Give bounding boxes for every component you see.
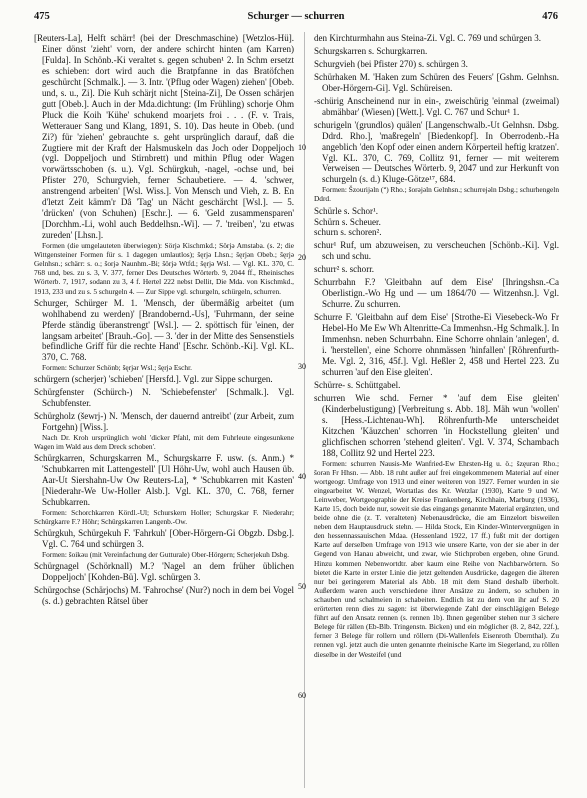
dictionary-entry: Schurgvieh (bei Pfister 270) s. schürgen 3. [314,58,468,69]
dictionary-entry: Schurgskarren s. Schurgkarren. [314,45,428,56]
line-number: 60 [298,691,306,700]
running-headword: Schurger — schurren [247,11,345,22]
dictionary-entry: schurren Wie schd. Ferner * 'auf dem Eise gleiten' (Kinderbelustigung) [Verbreitung s. Abb. 18]. Mäh wun 'wollen' s. [Hess.-Lichtenau-Wh]. Röhrenfurth-Me unterscheidet Kitzchen 'Käuzchen' schorren 'in Hockstellung gleiten' und glichfischen schorren 'stehend gleiten'. Vgl. V. 374, Schambach 188, Collitz 92 und Hertel 223. [314,392,559,458]
dictionary-entry: Schürle s. Schor¹. [314,205,379,216]
dictionary-entry: Schurre F. 'Gleitbahn auf dem Eise' [Strothe-Ei Viesebeck-Wo Fr Hebel-Ho Me Ew Wh Altenritte-Ca Immenhsn.-Hg Schmalk.]. In Immenhsn. neben Schurrbahn. Eine Schorre ohnlain 'anlegen', d. i. 'herstellen', eine Schorre ohnmässen 'hinfallen' [Röhrenfurth-Me. Vgl. 2, 316, 45f.]. Vgl. Heßler 2, 458 und Hertel 223. Zu schurren 'auf den Eise gleiten'. [314,312,560,377]
dictionary-entry: den Kirchturmhahn aus Steina-Zi. Vgl. C. 769 und schürgen 3. [314,33,542,43]
line-number: 50 [298,582,306,591]
dictionary-entry: Schürgkarren, Schurgskarren M., Schurgskarre F. usw. (s. Anm.) * 'Schubkarren mit Lattengestell' [Ul Höhr-Uw, wohl auch Hausen üb. Aar-Ut Siershahn-Uw Ow Reuters-La], * 'Schubkarren mit Kasten' [Niederahr-We Uw-Holler Alsb.]. Vgl. KL. 370, C. 768, ferner Schubkarren. [34,453,294,508]
dictionary-entry: Schürgfenster (Schürch-) N. 'Schiebefenster' [Schmalk.]. Vgl. Schubfenster. [34,387,294,409]
forms-note: Formen: Šzourijǝln (ᐡ) Rho.; šorǝjǝln Gelnhsn.; schurrejǝln Dsbg.; schurhengeln Ddrd. [314,185,559,204]
line-number: 10 [298,143,306,152]
right-column [314,33,559,659]
page-number-right: 476 [542,11,558,22]
dictionary-entry: Schürn s. Scheuer. [314,216,381,227]
dictionary-entry: Schürgnagel (Schörknall) M.? 'Nagel an dem früher üblichen Doppeljoch' [Kohden-Bü]. Vgl. schürgen 3. [34,561,294,583]
forms-note: Nach Dr. Kroh ursprünglich wohl 'dicker Pfahl, mit dem Fuhrleute eingesunkene Wagen im Wald aus dem Dreck schoben'. [34,433,294,452]
dictionary-entry: Schürgholz (šewrj-) N. 'Mensch, der dauernd antreibt' (zur Arbeit, zum Fortgehn) [Wiss.]. [34,411,294,433]
forms-note: Formen: Schurzer Schönb; šęrjǝr Wsl.; šęrjǝ Eschr. [42,363,192,373]
dictionary-entry: schurr² s. schorr. [314,264,374,275]
dictionary-entry: Schürgkuh, Schürgekuh F. 'Fahrkuh' [Ober-Hörgern-Gi Obgzb. Dsbg.]. Vgl. C. 764 und schürgen 3. [34,528,294,550]
dictionary-entry: Schürgochse (Schärjochs) M. 'Fahrochse' (Nur?) noch in dem bei Vogel (s. d.) gebrachten Rätsel über [34,585,294,607]
dictionary-entry: Schürre- s. Schüttgabel. [314,379,401,390]
line-number: 30 [298,362,306,371]
forms-note: Formen: šoikǝu (mit Vereinfachung der Gutturale) Ober-Hörgern; Scherjekuh Dsbg. [42,550,289,560]
dictionary-entry: schur¹ Ruf, um abzuweisen, zu verscheuchen [Schönb.-Ki]. Vgl. sch und schu. [314,240,559,262]
left-column [34,33,294,607]
dictionary-entry: -schürig Anscheinend nur in ein-, zweischürig 'einmal (zweimal) abmähbar' (Wiesen) [Wett.]. Vgl. C. 767 und Schur¹ 1. [314,95,559,117]
dictionary-entry: Schürhaken M. 'Haken zum Schüren des Feuers' [Gshm. Gelnhsn. Ober-Hörgern-Gi]. Vgl. Schüreisen. [314,71,559,93]
page-number-left: 475 [34,11,50,22]
page-header [34,11,558,25]
dictionary-entry: [Reuters-La], Helft schärr! (bei der Dreschmaschine) [Wetzlos-Hü]. Einer dönst 'zieht' vorn, der andere schircht hinten (am Karren) [Fulda]. In Schönb.-Ki veraltet s. gegen schuben¹ 2. In Schm ersetzt es schieben: dort wird auch die Bratpfanne in das Bratöfchen geschürcht [Schmalk.]. — 3. Intr. '(Pflug oder Wagen) ziehen' [Obeb. und, s. u., Zi]. Die Kuh schärjt nicht [Steina-Zi], De Ossen schärjen gutt [Obeb.]. Auch in der Mda.dichtung: (Im Frühling) schorje Ohm Pluck die Koih 'Kühe' schukend moarjets froi . . . (F. v. Trais, Wetterauer Sang und Klang, 1891, S. 10). Das heute in Obeb. (und Zi?) für 'ziehen' gebrauchte s. geht ursprünglich darauf, daß die Zugtiere mit der Kraft der Halsmuskeln das Joch oder Doppeljoch (vgl. Doppeljoch und Stirnbrett) und mithin Pflug oder Wagen vorwärtsschoben (s. u.). Vgl. Schürgkuh, -nagel, -ochse und, bei Pfister 270, Schurgvieh, ferner Schaubetiere. — 4. 'schwer, anstrengend arbeiten' [Wsl. Wiss.]. Von Mensch und Vieh, z. B. En d'letzt Zeit kämm'r Dâ 'Tag' un Nächt geschärcht [Wsl.]. — 5. 'drücken' (von Schuhen) [Eschr.]. — 6. 'Geld zusammensparen' [Dorchhm.-Li, wohl auch Beddelhsn.-Wi]. — 7. 'treiben', 'zu etwas zureden' [Lhsn.]. [34,33,294,241]
dictionary-entry: Schurrbahn F.? 'Gleitbahn auf dem Eise' [Ihringshsn.-Ca Oberlistign.-Wo Hg und — um 1864/70 — Witzenhsn.]. Vgl. Schurre. Zu schurren. [314,277,559,310]
forms-note: Formen: Schorchkarren Kördl.-Ul; Schurskern Holler; Schurgskar F. Niederahr; Schürgkarre F.? Höhr; Schürgskarren Langenb.-Ow. [34,508,294,527]
dictionary-entry: schurigeln '(grundlos) quälen' [Langenschwalb.-Ut Gelnhsn. Dsbg. Ddrd. Rho.], 'maßregeln' [Biedenkopf]. In Oberrodenb.-Ha angeblich 'den Kopf oder einen andern Körperteil heftig kratzen'. Vgl. KL. 370, C. 769, Collitz 91, ferner — mit weiterem Verweisen — Deutsches Wörterb. 9, 2047 und zur Herkunft von schurgeln (s. d.) Kluge-Götze¹⁷, 684. [314,119,559,185]
line-number: 40 [298,472,306,481]
dictionary-entry: Schurger, Schürger M. 1. 'Mensch, der übermäßig arbeitet (um wohlhabend zu werden)' [Brandobernd.-Us], 'Fuhrmann, der seine Pferde ständig überanstrengt' [Wsl.]. — 2. spöttisch für 'einen, der langsam arbeitet' [Brauh.-Go]. — 3. 'der in der Mitte des Sensenstiels befindliche Griff für die rechte Hand' [Eschr. Schönb.-Ki]. Vgl. KL. 370, C. 768. [34,297,294,363]
dictionary-entry: schürgern (scherjer) 'schieben' [Hersfd.]. Vgl. zur Sippe schurgen. [34,374,273,385]
dictionary-entry: schurn s. schoren². [314,227,382,238]
forms-note: Formen (die umgelauteten überwiegen): Sörjǝ Kischmkd.; Sörjǝ Amstaba. (s. 2; die Wittgensteiner Formen für s. 1 dagegen umlautlos); šęrjǝ Lhsn.; šęrjǝn Obeb.; šęrjǝ Gelnhsn.; schärr: s. o.; šorjǝ Naunhm.-Bi; šörjǝ Wtfd.; šęrjǝ Wsl. — Vgl. KL. 370, C. 768 und, bes. zu s. 3, V. 377, ferner Des Deutsches Wörterb. 9, 2044 ff., Rheinisches Wörterb. 7, 1917, sodann zu 3, 4 f. Hertel 222 nebst Dellit, Die Mda. von Kischmkd., 1913, 233 und zu s. 5 schurgeln 4. — Zur Sippe vgl. schurgeln, schürgeln, schurren. [34,241,294,296]
forms-note: Formen: schurren Nausis-Me Wanfried-Ew Ehrsten-Hg u. ö.; šzęurǝn Rho.; šorǝn Fr Hhsn. — Abb. 18 ruht außer auf frei eingekommenem Material auf einer wortgeogr. Umfrage von 1913 und einer weiteren von 1927. Ferner wurden in sie eingearbeitet W. Wenzel, Wortatlas des Kr. Wetzlar (1930), Karte 9 und W. Leinweber, Wortgeographie der Kreise Frankenberg, Kirchhain, Marburg (1936), Karte 15, doch beide nur, soweit sie das eingangs genannte Material ergänzten, und beide ohne die (z. T. veralteten) Nebenausdrücke, die am Einzelort bisweilen neben dem Hauptausdruck stehn. — Hilda Stock, Ein Kinder-Wintervergnügen in den hessennassauischen Mdaa. (Hessenland 1922, 17 ff.) fußt mit der dortigen Karte auf derselben Umfrage von 1913 wie unsere Karte, von der sie aber in der Gegend von Hanau abweicht, und zwar, wie Stichproben ergeben, ohne Grund. Hinzu kommen Nebenwortdtr. aber kaum eine Reihe von Nachbarwörtern. So bietet die Karte in erster Linie die jetzt geltenden Ausdrücke, dagegen die älteren nur bei geringerem Material als Abb. 18 mit dem Stand deshalb überholt. Außerdem waren auch verschiedene ihrer Ansätze zu ändern, so schuben in schauben und schalmeien in schabeiten. Endlich ist zu dem von ihr auf S. 20 erörterten renn dies zu sagen: ist überwiegende Zahl der einschlägigen Belege führt auf den Ansatz rennen (s. rennen 1b). Ihnen gegenüber stehen nur 3 sichere Belege für rällen (Eb-Blb. Tringenstn. Bicken) und ein möglicher (8. 2, 842, 22f.), ferner 3 Belege für rollern und röllern (Di-Wallenfels Eisenroth Übernthal). Zu rennen vgl. jetzt auch die unten genannte rheinische Karte im Siegerland, zu röllen dieselbe in der Westeifel (und [314,458,559,659]
line-number: 20 [298,253,306,262]
